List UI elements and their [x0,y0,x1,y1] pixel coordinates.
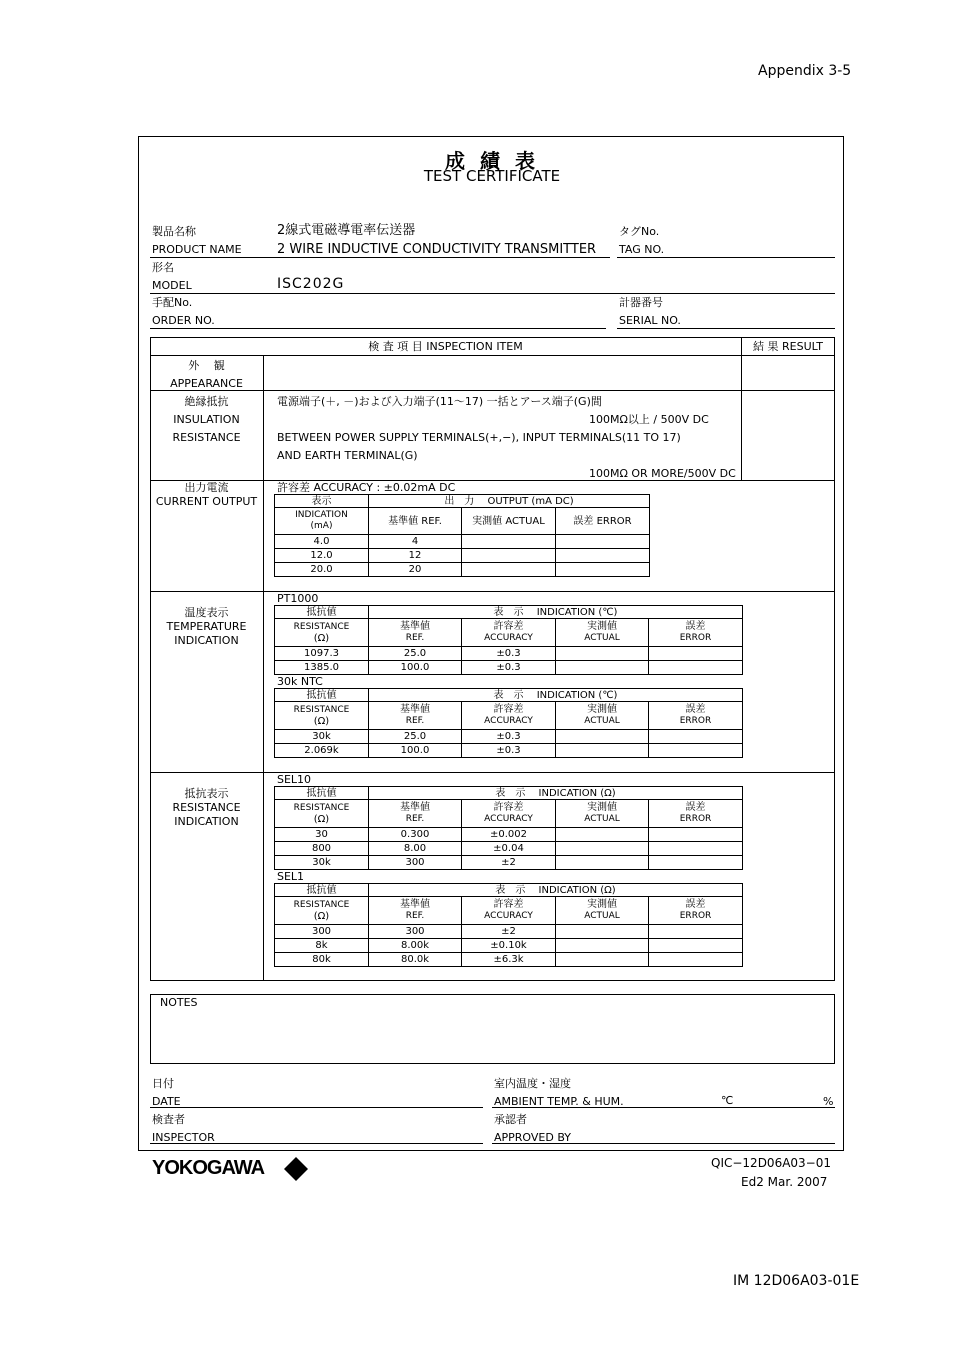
title-jp: 成 績 表 [445,149,539,173]
notes-label: NOTES [160,996,198,1009]
table-row: 1385.0 100.0 ±0.3 [275,661,743,675]
percent-unit: % [823,1095,834,1108]
appendix-label: Appendix 3-5 [758,63,852,79]
error-cell[interactable] [649,856,743,870]
error-cell[interactable] [649,661,743,675]
table-row: 1097.3 25.0 ±0.3 [275,647,743,661]
appearance-jp: 外 観 [188,359,225,372]
product-name-jp: 製品名称 [152,225,196,238]
notes-box[interactable] [150,994,835,1064]
error-cell[interactable] [649,925,743,939]
error-cell[interactable] [556,563,650,577]
serial-underline [617,328,835,329]
yokogawa-logo: YOKOGAWA [152,1157,265,1179]
current-ref-header: 基準値 REF. [369,508,462,535]
form-code: QIC−12D06A03−01 [711,1156,831,1170]
model-value: ISC202G [277,276,345,292]
ambient-field-line [492,1107,835,1108]
product-value-en: 2 WIRE INDUCTIVE CONDUCTIVITY TRANSMITTER [277,242,597,257]
insulation-text-5: 100MΩ OR MORE/500V DC [589,467,736,480]
table-row: 300 300 ±2 [275,925,743,939]
actual-cell[interactable] [462,549,556,563]
actual-cell[interactable] [556,730,649,744]
temperature-en-2: INDICATION [174,634,239,647]
current-accuracy: 許容差 ACCURACY : ±0.02mA DC [277,481,456,494]
error-cell[interactable] [649,939,743,953]
appearance-en: APPEARANCE [170,377,243,390]
product-name-en: PRODUCT NAME [152,243,242,256]
model-en: MODEL [152,279,192,292]
approved-en: APPROVED BY [494,1131,572,1144]
table-row: 30k 25.0 ±0.3 [275,730,743,744]
ambient-en: AMBIENT TEMP. & HUM. [494,1095,624,1108]
temperature-jp: 温度表示 [184,606,229,619]
product-underline [150,257,610,258]
insulation-en-2: RESISTANCE [172,431,241,444]
table-row: 20.0 20 [275,563,650,577]
deg-c-unit: ℃ [721,1094,734,1107]
date-jp: 日付 [152,1077,174,1090]
product-value-jp: 2線式電磁導電率伝送器 [277,223,416,238]
order-jp: 手配No. [152,296,193,309]
table-row: 12.0 12 [275,549,650,563]
tag-underline [617,257,835,258]
current-output-en: CURRENT OUTPUT [155,495,258,508]
sel1-label: SEL1 [277,870,305,883]
resistance-en-2: INDICATION [174,815,239,828]
current-actual-header: 実測値 ACTUAL [462,508,556,535]
diamond-logo-icon [284,1157,308,1181]
inspection-header: 検 査 項 目 INSPECTION ITEM [368,340,523,353]
model-underline [150,293,835,294]
actual-cell[interactable] [462,563,556,577]
document-id: IM 12D06A03-01E [733,1273,860,1289]
table-row: 800 8.00 ±0.04 [275,842,743,856]
resistance-jp: 抵抗表示 [184,787,229,800]
ambient-jp: 室内温度・湿度 [494,1077,571,1090]
ntc-table: 抵抗値 表 示 INDICATION (℃) RESISTANCE (Ω) 基準値 REF. 許容差 ACCURACY 実測値 ACTUAL 誤差 ERROR 30k 25.0 ±0.3 2.069k 100.0 ±0.3 [274,688,743,758]
error-cell[interactable] [649,730,743,744]
actual-cell[interactable] [556,842,649,856]
error-cell[interactable] [649,647,743,661]
actual-cell[interactable] [556,661,649,675]
model-jp: 形名 [152,261,174,274]
tag-jp: タグNo. [619,225,660,238]
pt1000-table: 抵抗値 表 示 INDICATION (℃) RESISTANCE (Ω) 基準値 REF. 許容差 ACCURACY 実測値 ACTUAL 誤差 ERROR 1097.3 25.0 ±0.3 1385.0 100.0 ±0.3 [274,605,743,675]
current-output-header: 出 力 OUTPUT (mA DC) [369,495,650,508]
actual-cell[interactable] [556,828,649,842]
serial-en: SERIAL NO. [619,314,681,327]
error-cell[interactable] [649,828,743,842]
current-output-table [274,494,650,577]
inspector-en: INSPECTOR [152,1131,215,1144]
current-indication-unit: (mA) [310,521,333,531]
insulation-text-1: 電源端子(＋, －)および入力端子(11～17) 一括とアース端子(G)間 [277,395,602,408]
date-field-line [150,1107,483,1108]
insulation-en-1: INSULATION [173,413,240,426]
table-row: 8k 8.00k ±0.10k [275,939,743,953]
actual-cell[interactable] [556,939,649,953]
actual-cell[interactable] [556,953,649,967]
current-error-header: 誤差 ERROR [556,508,650,535]
table-row: 30k 300 ±2 [275,856,743,870]
sel10-label: SEL10 [277,773,312,786]
inspector-field-line [150,1143,483,1144]
actual-cell[interactable] [556,744,649,758]
error-cell[interactable] [556,549,650,563]
approved-jp: 承認者 [494,1113,527,1126]
approved-field-line [492,1143,835,1144]
current-indication-en: INDICATION [295,510,348,520]
insulation-text-4: AND EARTH TERMINAL(G) [277,449,418,462]
test-certificate [138,136,844,1151]
error-cell[interactable] [556,535,650,549]
actual-cell[interactable] [462,535,556,549]
error-cell[interactable] [649,842,743,856]
insulation-jp: 絶縁抵抗 [184,395,229,408]
tag-en: TAG NO. [619,243,665,256]
serial-jp: 計器番号 [619,296,663,309]
result-header: 結 果 RESULT [753,340,823,353]
table-row: 4.0 4 [275,535,650,549]
inspector-jp: 検査者 [152,1113,185,1126]
table-row: 80k 80.0k ±6.3k [275,953,743,967]
table-row: 2.069k 100.0 ±0.3 [275,744,743,758]
pt1000-label: PT1000 [277,592,319,605]
table-row: 30 0.300 ±0.002 [275,828,743,842]
sel10-table: 抵抗値 表 示 INDICATION (Ω) RESISTANCE (Ω) 基準値 REF. 許容差 ACCURACY 実測値 ACTUAL 誤差 ERROR 30 0.300 ±0.002 800 8.00 ±0.04 30k 300 ±2 [274,786,743,870]
order-underline [150,328,606,329]
error-cell[interactable] [649,744,743,758]
actual-cell[interactable] [556,647,649,661]
order-en: ORDER NO. [152,314,215,327]
insulation-text-3: BETWEEN POWER SUPPLY TERMINALS(+,−), INPUT TERMINALS(11 TO 17) [277,431,681,444]
title-en: TEST CERTIFICATE [423,167,561,185]
current-output-jp: 出力電流 [184,481,229,494]
sel1-table: 抵抗値 表 示 INDICATION (Ω) RESISTANCE (Ω) 基準値 REF. 許容差 ACCURACY 実測値 ACTUAL 誤差 ERROR 300 300 ±2 8k 8.00k ±0.10k 80k 80.0k ±6.3k [274,883,743,967]
current-indication-jp: 表示 [275,495,369,508]
temperature-en-1: TEMPERATURE [166,620,247,633]
error-cell[interactable] [649,953,743,967]
resistance-en-1: RESISTANCE [172,801,241,814]
actual-cell[interactable] [556,925,649,939]
actual-cell[interactable] [556,856,649,870]
ntc-label: 30k NTC [277,675,323,688]
insulation-text-2: 100MΩ以上 / 500V DC [589,413,709,426]
form-edition: Ed2 Mar. 2007 [741,1175,828,1189]
date-en: DATE [152,1095,181,1108]
